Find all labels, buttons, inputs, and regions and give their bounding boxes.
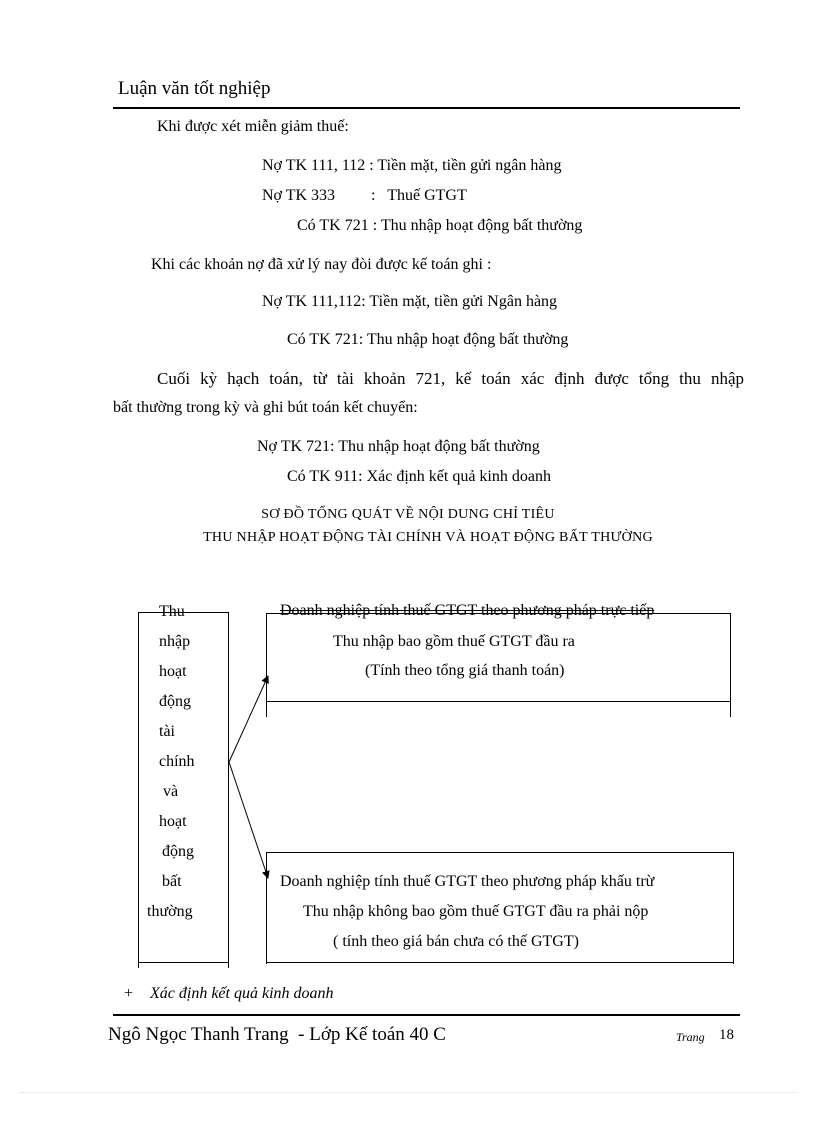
left-box-word: hoạt [159,813,187,830]
bullet-plus: + [124,985,134,1002]
page-label: Trang [676,1030,705,1044]
footer-author: Ngô Ngọc Thanh Trang - Lớp Kế toán 40 C [108,1024,446,1045]
diagram-title: SƠ ĐỒ TỔNG QUÁT VỀ NỘI DUNG CHỈ TIÊU [261,507,555,522]
left-box-word: tài [159,723,175,740]
entry-line: Có TK 721 : Thu nhập hoạt động bất thường [297,217,583,234]
entry-line: Nợ TK 111,112: Tiền mặt, tiền gửi Ngân hàng [262,293,558,310]
arrow-to-bottom-box [229,762,268,878]
entry-line: Nợ TK 333 : Thuế GTGT [262,187,467,204]
left-box-word: động [159,693,191,710]
top-box-line: Thu nhập bao gồm thuế GTGT đầu ra [333,633,575,650]
top-box-line: (Tính theo tổng giá thanh toán) [365,662,565,679]
bottom-box-line: Thu nhập không bao gồm thuế GTGT đầu ra phải nộp [303,903,649,920]
next-section-heading: Xác định kết quả kinh doanh [150,985,334,1002]
header-title: Luận văn tốt nghiệp [118,78,271,99]
left-box-word: chính [159,753,195,770]
paragraph-closing-line1: Cuối kỳ hạch toán, từ tài khoản 721, kế toán xác định được tổng thu nhập [157,369,744,388]
left-box-word: Thu [159,603,185,620]
entry-line: Nợ TK 111, 112 : Tiền mặt, tiền gửi ngân hàng [262,157,562,174]
bottom-box-line: ( tính theo giá bán chưa có thế GTGT) [333,933,579,950]
left-box-word: thường [147,903,193,920]
page-edge [20,1092,796,1093]
left-box-word: hoạt [159,663,187,680]
left-box-word: và [163,783,179,800]
entry-line: Có TK 721: Thu nhập hoạt động bất thường [287,331,569,348]
footer-rule [113,1014,740,1016]
left-box-word: nhập [159,633,191,650]
left-box-word: động [162,843,194,860]
left-box-word: bất [162,873,182,890]
paragraph-exemption: Khi được xét miễn giảm thuế: [157,118,349,135]
top-box-heading: Doanh nghiệp tính thuế GTGT theo phương pháp trực tiếp [280,602,655,619]
page-number: 18 [719,1027,734,1043]
bottom-box-heading: Doanh nghiệp tính thuế GTGT theo phương pháp khấu trừ [280,873,655,890]
entry-line: Có TK 911: Xác định kết quả kinh doanh [287,468,551,485]
arrow-to-top-box [229,676,268,762]
diagram-subtitle: THU NHẬP HOẠT ĐỘNG TÀI CHÍNH VÀ HOẠT ĐỘNG BẤT THƯỜNG [203,530,653,545]
entry-line: Nợ TK 721: Thu nhập hoạt động bất thường [257,438,540,455]
paragraph-debt-recovery: Khi các khoản nợ đã xử lý nay đòi được kế toán ghi : [151,256,492,273]
paragraph-closing-line2: bất thường trong kỳ và ghi bút toán kết chuyển: [113,399,418,416]
